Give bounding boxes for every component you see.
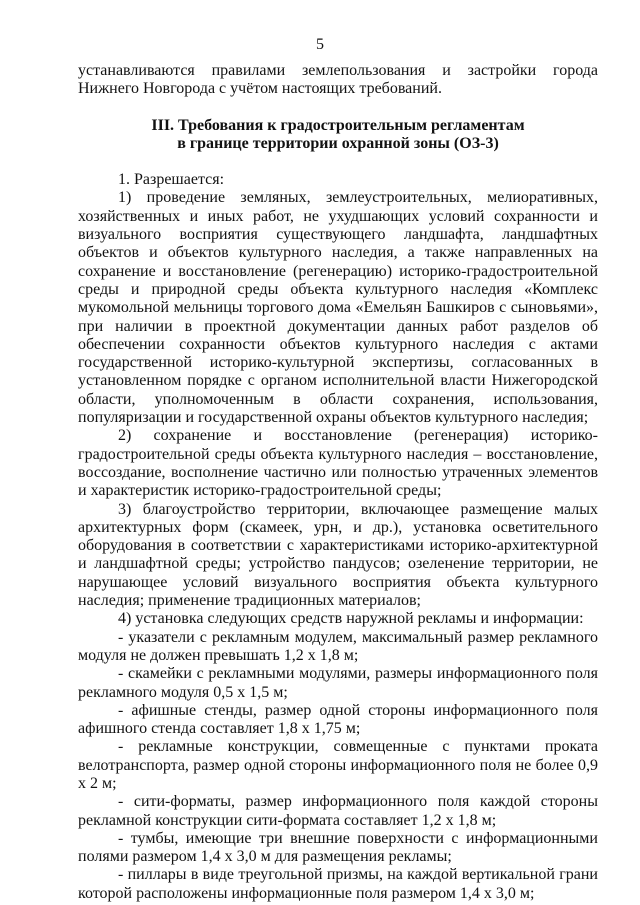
page-number: 5 [316,36,324,53]
list-item-pedestals: - тумбы, имеющие три внешние поверхности с информационными полями размером 1,4 х 3,0 м для размещения рекламы; [78,829,598,866]
spacer [78,153,598,171]
item-2-restoration: 2) сохранение и восстановление (регенерация) историко-градостроительной среды объекта культурного наследия – восстановление, воссоздание, восполнение частично или полностью утраченных элементов и характеристик историко-градостроительной среды; [78,427,598,500]
list-item-bike-rental-structures: - рекламные конструкции, совмещенные с пунктами проката велотранспорта, размер одной стороны информационного поля не более 0,9 х 2 м; [78,738,598,792]
document-body [78,62,598,903]
spacer [78,99,598,117]
list-item-city-formats: - сити-форматы, размер информационного поля каждой стороны рекламной конструкции сити-формата составляет 1,2 х 1,8 м; [78,793,598,829]
item-4-advertising: 4) установка следующих средств наружной рекламы и информации: [118,610,584,628]
list-item-benches: - скамейки с рекламными модулями, размеры информационного поля рекламного модуля 0,5 х 1,5 м; [78,665,598,701]
item-1-earthworks: 1) проведение земляных, землеустроительных, мелиоративных, хозяйственных и иных работ, не ухудшающих условий сохранности и визуального восприятия существующего ландшафта, ландшафтных объектов и объектов культурного наследия, а также направленных на сохранение и восстановление (регенерацию) историко-градостроительной среды и природной среды объекта культурного наследия «Комплекс мукомольной мельницы торгового дома «Емельян Башкиров с сыновьями», при наличии в проектной документации данных работ разделов об обеспечении сохранности объектов культурного наследия с актами государственной историко-культурной экспертизы, согласованных в установленном порядке с органом исполнительной власти Нижегородской области, уполномоченным в области сохранения, использования, популяризации и государственной охраны объектов культурного наследия; [78,189,598,427]
section-heading-line-2: в границе территории охранной зоны (ОЗ-3) [177,134,499,152]
item-3-landscaping: 3) благоустройство территории, включающее размещение малых архитектурных форм (скамеек, урн, и др.), установка осветительного оборудования в соответствии с характеристиками историко-архитектурной и ландшафтной среды; устройство пандусов; озеленение территории, не нарушающее условий визуального восприятия объекта культурного наследия; применение традиционных материалов; [78,500,598,610]
list-item-poster-stands: - афишные стенды, размер одной стороны информационного поля афишного стенда составляет 1,8 х 1,75 м; [78,701,598,738]
list-item-pillars: - пиллары в виде треугольной призмы, на каждой вертикальной грани которой расположены информационные поля размером 1,4 х 3,0 м; [78,866,598,902]
clause-1-permitted: 1. Разрешается: [118,171,225,189]
intro-paragraph: устанавливаются правилами землепользования и застройки города Нижнего Новгорода с учётом настоящих требований. [78,62,598,98]
list-item-signposts: - указатели с рекламным модулем, максимальный размер рекламного модуля не должен превышать 1,2 х 1,8 м; [78,628,598,664]
section-heading-line-1: III. Требования к градостроительным регламентам [151,116,525,134]
